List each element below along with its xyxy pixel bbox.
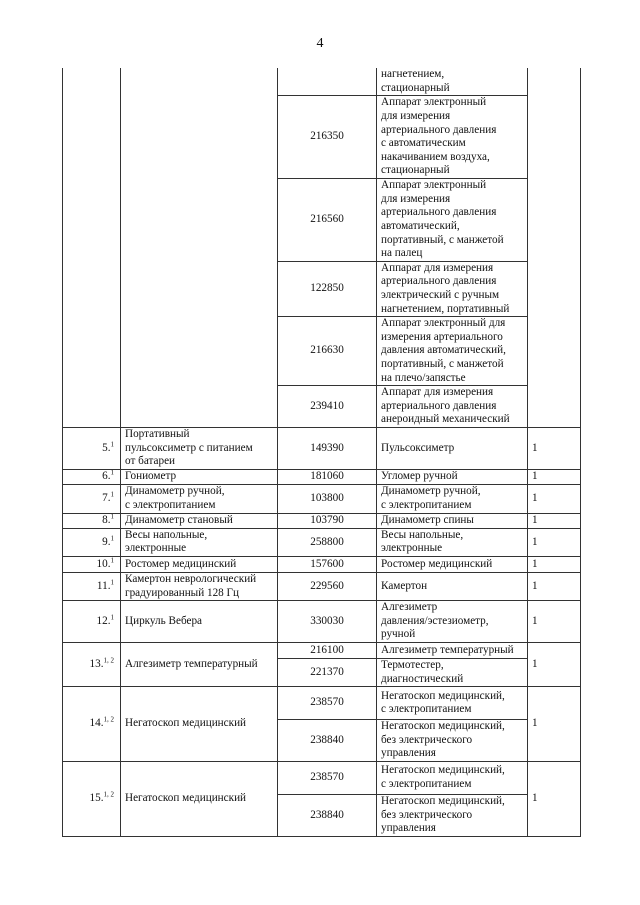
quantity-cell: 1 (528, 557, 581, 573)
row-number-cell (63, 528, 121, 556)
item-name-cell: Аппарат для измерения артериального давления электрический с ручным нагнетением, портативный (377, 261, 528, 316)
item-name-cell: нагнетением, стационарный (377, 68, 528, 96)
quantity-cell: 1 (528, 528, 581, 556)
item-name-cell: Динамометр ручной, с электропитанием (377, 484, 528, 513)
footnote-ref: 1 (110, 469, 114, 477)
row-number-cell (63, 643, 121, 687)
code-cell: 238570 (278, 762, 377, 795)
row-number-cell (63, 762, 121, 837)
table-row (63, 469, 581, 484)
code-cell: 103800 (278, 484, 377, 513)
quantity-cell: 1 (528, 484, 581, 513)
table-row (63, 643, 581, 659)
row-number: 5. (102, 441, 111, 454)
footnote-ref: 1, 2 (103, 715, 114, 724)
footnote-ref: 1 (110, 490, 114, 499)
code-cell (278, 68, 377, 96)
item-name-cell: Алгезиметр температурный (377, 643, 528, 659)
row-number-cell (63, 601, 121, 643)
equipment-name-cell: Камертон неврологический градуированный 128 Гц (121, 573, 278, 601)
row-number: 6. (102, 470, 111, 483)
code-cell: 239410 (278, 386, 377, 428)
footnote-ref: 1 (110, 533, 114, 542)
equipment-name-cell: Ростомер медицинский (121, 557, 278, 573)
code-cell: 157600 (278, 557, 377, 573)
code-cell: 103790 (278, 513, 377, 528)
table-row (63, 68, 581, 96)
page-number: 4 (316, 36, 324, 51)
row-number-cell (63, 557, 121, 573)
item-name-cell: Негатоскоп медицинский, без электрического управления (377, 720, 528, 762)
item-name-cell: Весы напольные, электронные (377, 528, 528, 556)
footnote-ref: 1, 2 (103, 790, 114, 799)
equipment-name-cell: Алгезиметр температурный (121, 643, 278, 687)
footnote-ref: 1 (110, 513, 114, 521)
item-name-cell: Аппарат электронный для измерения артериального давления с автоматическим накачиванием воздуха, стационарный (377, 96, 528, 179)
table-row (63, 513, 581, 528)
row-number-cell (63, 469, 121, 484)
row-number-cell (63, 573, 121, 601)
code-cell: 216630 (278, 317, 377, 386)
quantity-cell: 1 (528, 601, 581, 643)
row-number-cell (63, 428, 121, 470)
item-name-cell: Ростомер медицинский (377, 557, 528, 573)
code-cell: 238570 (278, 687, 377, 720)
equipment-name-cell: Динамометр ручной, с электропитанием (121, 484, 278, 513)
item-name-cell: Алгезиметр давления/эстезиометр, ручной (377, 601, 528, 643)
row-number: 13. (89, 657, 104, 670)
equipment-name-cell: Гониометр (121, 469, 278, 484)
item-name-cell: Динамометр спины (377, 513, 528, 528)
equipment-name-cell: Динамометр становый (121, 513, 278, 528)
row-number: 8. (102, 514, 111, 527)
item-name-cell: Аппарат электронный для измерения артериального давления автоматический, портативный, с манжетой на палец (377, 179, 528, 262)
row-number: 9. (102, 535, 111, 548)
footnote-ref: 1 (110, 578, 114, 587)
item-name-cell: Негатоскоп медицинский, без электрического управления (377, 795, 528, 837)
equipment-name-cell: Негатоскоп медицинский (121, 762, 278, 837)
quantity-cell: 1 (528, 643, 581, 687)
item-name-cell: Негатоскоп медицинский, с электропитанием (377, 687, 528, 720)
row-number-cell (63, 484, 121, 513)
row-number: 12. (96, 614, 111, 627)
code-cell: 258800 (278, 528, 377, 556)
table-row (63, 573, 581, 601)
table-row (63, 687, 581, 720)
row-number: 14. (89, 717, 104, 730)
table-row (63, 528, 581, 556)
row-number-cell (63, 687, 121, 762)
footnote-ref: 1 (110, 613, 114, 622)
item-name-cell: Термотестер, диагностический (377, 659, 528, 687)
code-cell: 238840 (278, 720, 377, 762)
footnote-ref: 1, 2 (103, 656, 114, 665)
code-cell: 330030 (278, 601, 377, 643)
table-row (63, 428, 581, 470)
item-name-cell: Аппарат для измерения артериального давления анероидный механический (377, 386, 528, 428)
quantity-cell: 1 (528, 687, 581, 762)
code-cell: 216560 (278, 179, 377, 262)
table-row (63, 601, 581, 643)
footnote-ref: 1 (110, 556, 114, 565)
table-row (63, 762, 581, 795)
table-row (63, 557, 581, 573)
table-row (63, 484, 581, 513)
code-cell: 229560 (278, 573, 377, 601)
footnote-ref: 1 (110, 439, 114, 448)
item-name-cell: Камертон (377, 573, 528, 601)
quantity-cell: 1 (528, 428, 581, 470)
quantity-cell: 1 (528, 469, 581, 484)
row-number: 10. (96, 557, 111, 570)
quantity-cell: 1 (528, 573, 581, 601)
item-name-cell: Негатоскоп медицинский, с электропитанием (377, 762, 528, 795)
item-name-cell: Аппарат электронный для измерения артериального давления автоматический, портативный, с манжетой на плечо/запястье (377, 317, 528, 386)
quantity-cell: 1 (528, 762, 581, 837)
item-name-cell: Пульсоксиметр (377, 428, 528, 470)
equipment-table (62, 68, 581, 837)
code-cell: 221370 (278, 659, 377, 687)
equipment-name-cell: Негатоскоп медицинский (121, 687, 278, 762)
code-cell: 238840 (278, 795, 377, 837)
equipment-name-cell (121, 68, 278, 428)
row-number: 11. (96, 579, 111, 592)
row-number: 15. (89, 792, 104, 805)
quantity-cell (528, 68, 581, 428)
equipment-name-cell: Весы напольные, электронные (121, 528, 278, 556)
row-number-cell (63, 68, 121, 428)
code-cell: 149390 (278, 428, 377, 470)
code-cell: 122850 (278, 261, 377, 316)
item-name-cell: Угломер ручной (377, 469, 528, 484)
quantity-cell: 1 (528, 513, 581, 528)
code-cell: 216350 (278, 96, 377, 179)
row-number: 7. (102, 492, 111, 505)
equipment-name-cell: Циркуль Вебера (121, 601, 278, 643)
code-cell: 181060 (278, 469, 377, 484)
row-number-cell (63, 513, 121, 528)
equipment-name-cell: Портативный пульсоксиметр с питанием от батареи (121, 428, 278, 470)
code-cell: 216100 (278, 643, 377, 659)
